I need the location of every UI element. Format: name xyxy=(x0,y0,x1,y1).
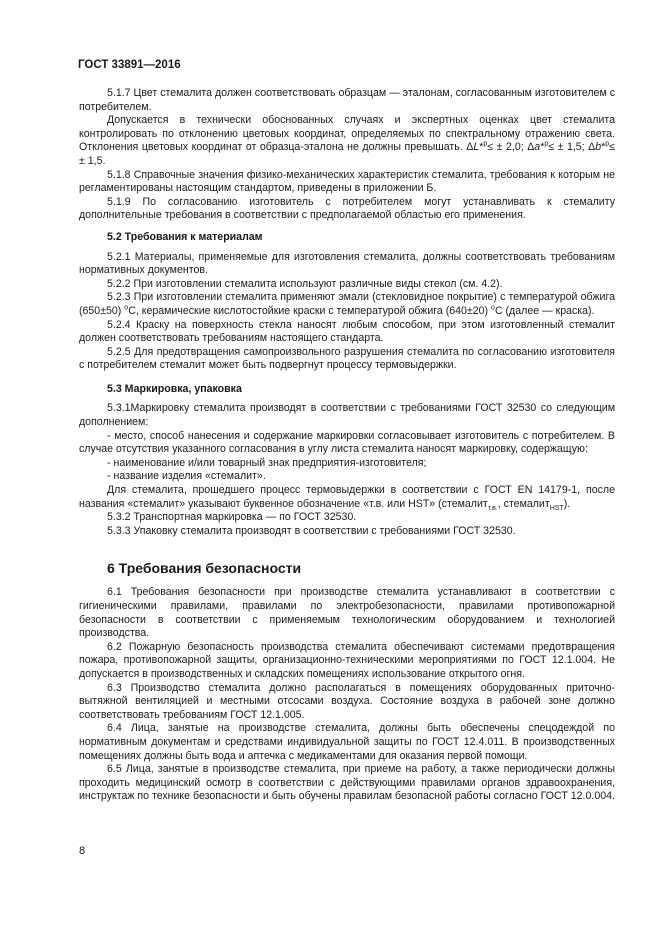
section-5-2-title: 5.2 Требования к материалам xyxy=(107,230,263,243)
clause-5-3-3: 5.3.3 Упаковку стемалита производят в соответствии с требованиями ГОСТ 32530. xyxy=(107,524,516,537)
section-5-3-title: 5.3 Маркировка, упаковка xyxy=(107,382,242,395)
clause-5-3-1: 5.3.1Маркировку стемалита производят в соответствии с требованиями ГОСТ 32530 со следующим дополнением: xyxy=(79,402,615,429)
clause-5-2-3: 5.2.3 При изготовлении стемалита применяют эмали (стекловидное покрытие) с температурой обжига (650±50) $^о$С, керамические кислотостойкие краски с температурой обжига (640±20) $^о$С (далее — краска). xyxy=(79,291,615,317)
clause-6-2: 6.2 Пожарную безопасность производства стемалита обеспечивают системами предотвращения пожара, противопожарной защиты, организационно-техническими мероприятиями по ГОСТ 12.1.004. Не допускается в производственных и складских помещениях использование открытого огня. xyxy=(79,640,615,680)
clause-6-5: 6.5 Лица, занятые в производстве стемалита, при приеме на работу, а также периодически должны проходить медицинский осмотр в соответствии с действующими правилами органов здравоохранения, инструктаж по технике безопасности и быть обучены правилам безопасной работы согласно ГОСТ 12.0.004. xyxy=(79,763,615,803)
page-content xyxy=(79,87,615,804)
clause-5-3-1-item: - наименование и/или товарный знак предприятия-изготовителя; xyxy=(107,456,427,469)
clause-5-3-1-hst: Для стемалита, прошедшего процесс термовыдержки в соответствии с ГОСТ EN 14179-1, после названия «стемалит» указывают буквенное обозначение «т.в. или HST» (стемалит$_{т.в.}$, стемалит$_{HST}$). xyxy=(79,484,615,512)
section-6-title: 6 Требования безопасности xyxy=(107,560,302,577)
document-header: ГОСТ 33891—2016 xyxy=(78,59,181,71)
clause-5-3-2: 5.3.2 Транспортная маркировка — по ГОСТ 32530. xyxy=(107,511,357,524)
clause-5-2-2: 5.2.2 При изготовлении стемалита используют различные виды стекол (см. 4.2). xyxy=(107,277,503,290)
clause-5-3-1-item: - место, способ нанесения и содержание маркировки согласовывает изготовитель с потребителем. В случае отсутствия указанного согласования в углу листа стемалита наносят маркировку, содержащую: xyxy=(79,429,615,456)
clause-6-4: 6.4 Лица, занятые на производстве стемалита, должны быть обеспечены спецодеждой по нормативным документам и средствами индивидуальной защиты по ГОСТ 12.4.011. В производственных помещениях должны быть вода и аптечка с медикаментами для оказания первой помощи. xyxy=(79,722,615,762)
clause-6-3: 6.3 Производство стемалита должно располагаться в помещениях оборудованных приточно-вытяжной вентиляцией и местными отсосами воздуха. Состояние воздуха в рабочей зоне должно соответствовать требованиям ГОСТ 12.1.005. xyxy=(79,681,615,721)
clause-5-2-5: 5.2.5 Для предотвращения самопроизвольного разрушения стемалита по согласованию изготовителя с потребителем стемалит может быть подвергнут процессу термовыдержки. xyxy=(79,345,615,372)
page-number: 8 xyxy=(79,845,86,857)
clause-5-2-1: 5.2.1 Материалы, применяемые для изготовления стемалита, должны соответствовать требованиям нормативных документов. xyxy=(79,250,615,277)
clause-5-1-7-tolerance: Допускается в технически обоснованных случаях и экспертных оценках цвет стемалита контролировать по отклонению цветовых координат, определяемых по спектральному отражению света. Отклонения цветовых координат от образца-эталона не должны превышать. ΔL*$^р$≤ ± 2,0; Δa*$^р$≤ ± 1,5; Δb*$^р$≤ ± 1,5. xyxy=(79,114,615,167)
clause-5-2-4: 5.2.4 Краску на поверхность стекла наносят любым способом, при этом изготовленный стемалит должен соответствовать требованиям настоящего стандарта. xyxy=(79,318,615,345)
clause-5-1-9: 5.1.9 По согласованию изготовитель с потребителем могут устанавливать к стемалиту дополнительные требования в соответствии с предполагаемой областью его применения. xyxy=(79,195,615,222)
clause-5-1-7: 5.1.7 Цвет стемалита должен соответствовать образцам — эталонам, согласованным изготовителем с потребителем. xyxy=(79,87,615,113)
clause-5-3-1-item: - название изделия «стемалит». xyxy=(107,470,266,483)
clause-5-1-8: 5.1.8 Справочные значения физико-механических характеристик стемалита, требования к которым не регламентированы настоящим стандартом, приведены в приложении Б. xyxy=(79,168,615,195)
clause-6-1: 6.1 Требования безопасности при производстве стемалита устанавливают в соответствии с гигиеническими правилами, правилами по электробезопасности, правилами противопожарной безопасности в соответствии с применяемым технологическим оборудованием и технологией производства. xyxy=(79,586,615,640)
